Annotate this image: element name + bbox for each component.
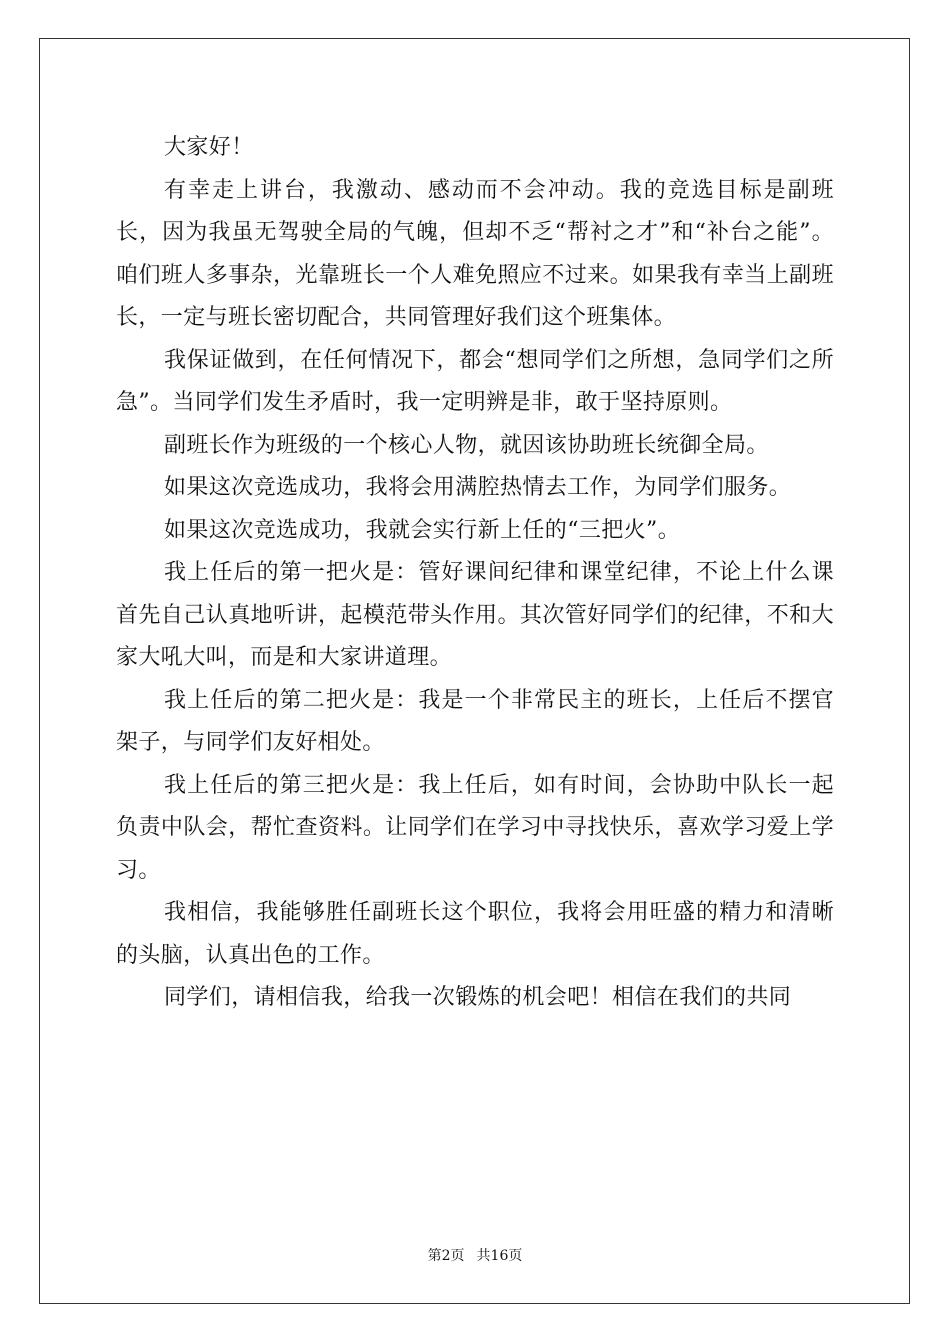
page-total: 共16页 <box>476 1248 523 1264</box>
paragraph-appeal: 同学们，请相信我，给我一次锻炼的机会吧！相信在我们的共同 <box>164 985 792 1010</box>
paragraph-greeting: 大家好！ <box>164 135 254 160</box>
document-body <box>116 127 834 1020</box>
page-footer <box>0 1246 950 1266</box>
paragraph-second-fire: 我上任后的第二把火是：我是一个非常民主的班长，上任后不摆官架子，与同学们友好相处。 <box>116 687 834 755</box>
paragraph-three-fires: 如果这次竞选成功，我就会实行新上任的“三把火”。 <box>164 517 681 543</box>
paragraph-third-fire: 我上任后的第三把火是：我上任后，如有时间，会协助中队长一起负责中队会，帮忙查资料。让同学们在学习中寻找快乐，喜欢学习爱上学习。 <box>116 772 834 883</box>
paragraph-promise: 我保证做到，在任何情况下，都会“想同学们之所想，急同学们之所急”。当同学们发生矛盾时，我一定明辨是非，敢于坚持原则。 <box>116 347 834 415</box>
paragraph-confidence: 我相信，我能够胜任副班长这个职位，我将会用旺盛的精力和清晰的头脑，认真出色的工作。 <box>116 900 834 968</box>
paragraph-role: 副班长作为班级的一个核心人物，就因该协助班长统御全局。 <box>164 432 769 458</box>
paragraph-intro: 有幸走上讲台，我激动、感动而不会冲动。我的竞选目标是副班长，因为我虽无驾驶全局的气魄，但却不乏“帮衬之才”和“补台之能”。咱们班人多事杂，光靠班长一个人难免照应不过来。如果我有幸当上副班长，一定与班长密切配合，共同管理好我们这个班集体。 <box>116 177 834 330</box>
paragraph-first-fire: 我上任后的第一把火是：管好课间纪律和课堂纪律，不论上什么课首先自己认真地听讲，起模范带头作用。其次管好同学们的纪律，不和大家大吼大叫，而是和大家讲道理。 <box>116 560 834 670</box>
page-number: 第2页 <box>427 1248 465 1264</box>
paragraph-service: 如果这次竞选成功，我将会用满腔热情去工作，为同学们服务。 <box>164 475 792 500</box>
